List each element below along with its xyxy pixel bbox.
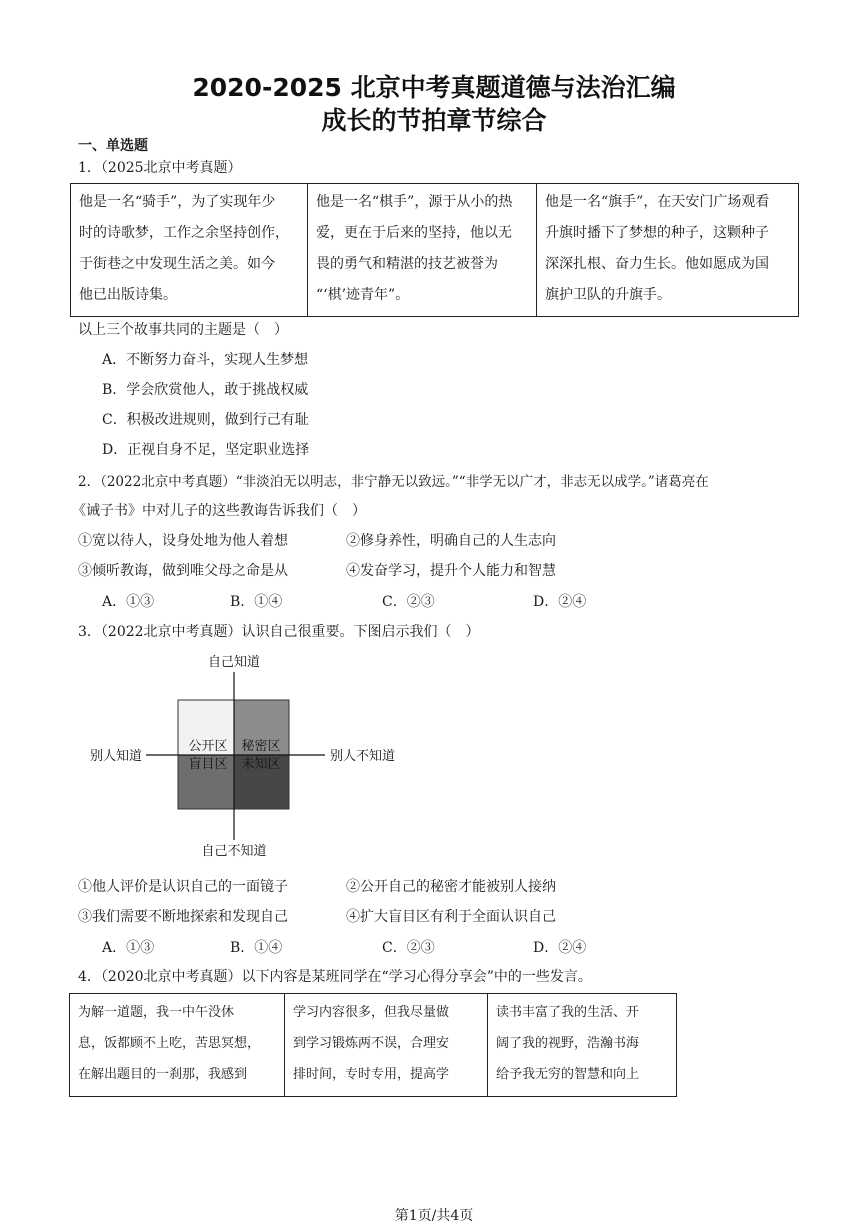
q2-item-3: ③倾听教诲，做到唯父母之命是从	[78, 563, 288, 579]
cell-line: 时的诗歌梦，工作之余坚持创作，	[79, 225, 289, 241]
q1-cell-chess	[308, 184, 537, 317]
quadrant-label-secret: 秘密区	[241, 739, 281, 754]
cell-line: 到学习锻炼两不误，合理安	[293, 1036, 450, 1051]
q3-item-3: ③我们需要不断地探索和发现自己	[78, 909, 288, 925]
q1-label: 1．（2025北京中考真题）	[78, 160, 242, 176]
section-heading: 一、单选题	[78, 138, 148, 154]
cell-line: 阔了我的视野，浩瀚书海	[496, 1036, 640, 1051]
axis-label-left: 别人知道	[89, 749, 142, 764]
cell-line: 读书丰富了我的生活、开	[496, 1005, 640, 1020]
q1-option-a[interactable]: A．不断努力奋斗，实现人生梦想	[102, 352, 309, 368]
cell-line: 他已出版诗集。	[79, 287, 177, 303]
cell-line: 他是一名“骑手”，为了实现年少	[79, 194, 276, 210]
cell-line: 深深扎根、奋力生长。他如愿成为国	[545, 256, 769, 272]
q3-option-a[interactable]: A．①③	[102, 940, 155, 956]
axis-label-top: 自己知道	[207, 655, 261, 670]
q1-stem: 以上三个故事共同的主题是（ ）	[78, 322, 288, 338]
q4-cell-1	[70, 994, 285, 1097]
q1-option-b[interactable]: B．学会欣赏他人，敢于挑战权威	[102, 382, 309, 398]
cell-line: 排时间，专时专用，提高学	[293, 1067, 450, 1082]
q1-cell-rider	[71, 184, 308, 317]
quadrant-label-blind: 盲目区	[188, 757, 228, 772]
q3-option-c[interactable]: C．②③	[382, 940, 435, 956]
cell-line: 他是一名“旗手”，在天安门广场观看	[545, 194, 770, 210]
q2-option-d[interactable]: D．②④	[533, 594, 587, 610]
q2-option-b[interactable]: B．①④	[230, 594, 283, 610]
q4-cell-3	[488, 994, 677, 1097]
q2-option-a[interactable]: A．①③	[102, 594, 155, 610]
cell-line: 于街巷之中发现生活之美。如今	[79, 256, 275, 272]
cell-clip	[496, 997, 668, 1093]
cell-line: 为解一道题，我一中午没休	[78, 1005, 235, 1020]
doc-title-line2: 成长的节拍章节综合	[321, 106, 547, 135]
cell-line: 旗护卫队的升旗手。	[545, 287, 671, 303]
q1-option-d[interactable]: D．正视自身不足，坚定职业选择	[102, 442, 310, 458]
q3-option-d[interactable]: D．②④	[533, 940, 587, 956]
page-footer: 第1页/共4页	[394, 1208, 474, 1224]
cell-clip	[293, 997, 479, 1093]
q3-option-b[interactable]: B．①④	[230, 940, 283, 956]
q2-item-4: ④发奋学习，提升个人能力和智慧	[346, 563, 556, 579]
axis-label-right: 别人不知道	[330, 749, 396, 764]
axis-label-bottom: 自己不知道	[201, 844, 267, 859]
cell-line: 爱，更在于后来的坚持，他以无	[316, 225, 512, 241]
q2-stem-line2: 《诫子书》中对儿子的这些教诲告诉我们（ ）	[72, 503, 366, 519]
cell-line: 在解出题目的一刹那，我感到	[78, 1067, 248, 1082]
cell-line: “‘棋’迹青年”。	[316, 287, 410, 303]
q3-item-1: ①他人评价是认识自己的一面镜子	[78, 879, 288, 895]
cell-line: 给予我无穷的智慧和向上	[496, 1067, 640, 1082]
q3-item-2: ②公开自己的秘密才能被别人接纳	[346, 879, 556, 895]
q2-stem-line1: 2．（2022北京中考真题）“非淡泊无以明志，非宁静无以致远。”“非学无以广才，非志无以成学。”诸葛亮在	[78, 474, 709, 490]
q1-story-table	[70, 183, 799, 317]
q2-option-c[interactable]: C．②③	[382, 594, 435, 610]
q4-cell-2	[285, 994, 488, 1097]
q3-item-4: ④扩大盲目区有利于全面认识自己	[346, 909, 556, 925]
q3-stem: 3．（2022北京中考真题）认识自己很重要。下图启示我们（ ）	[78, 624, 480, 640]
johari-window-diagram	[80, 650, 420, 865]
doc-title-line1: 2020-2025 北京中考真题道德与法治汇编	[192, 73, 676, 102]
quadrant-label-open: 公开区	[188, 739, 228, 754]
q2-item-2: ②修身养性，明确自己的人生志向	[346, 533, 556, 549]
cell-line: 畏的勇气和精湛的技艺被誉为	[316, 256, 498, 272]
cell-line: 息，饭都顾不上吃，苦思冥想，	[78, 1036, 261, 1051]
q1-option-c[interactable]: C．积极改进规则，做到行己有耻	[102, 412, 309, 428]
quadrant-label-unknown: 未知区	[241, 757, 281, 772]
q4-speech-table	[69, 993, 677, 1097]
cell-line: 学习内容很多，但我尽量做	[293, 1005, 450, 1020]
cell-line: 升旗时播下了梦想的种子，这颗种子	[545, 225, 769, 241]
cell-line: 他是一名“棋手”，源于从小的热	[316, 194, 513, 210]
q2-item-1: ①宽以待人，设身处地为他人着想	[78, 533, 288, 549]
q1-cell-flag	[537, 184, 799, 317]
cell-clip	[78, 997, 276, 1093]
q4-stem: 4．（2020北京中考真题）以下内容是某班同学在“学习心得分享会”中的一些发言。	[78, 969, 592, 985]
